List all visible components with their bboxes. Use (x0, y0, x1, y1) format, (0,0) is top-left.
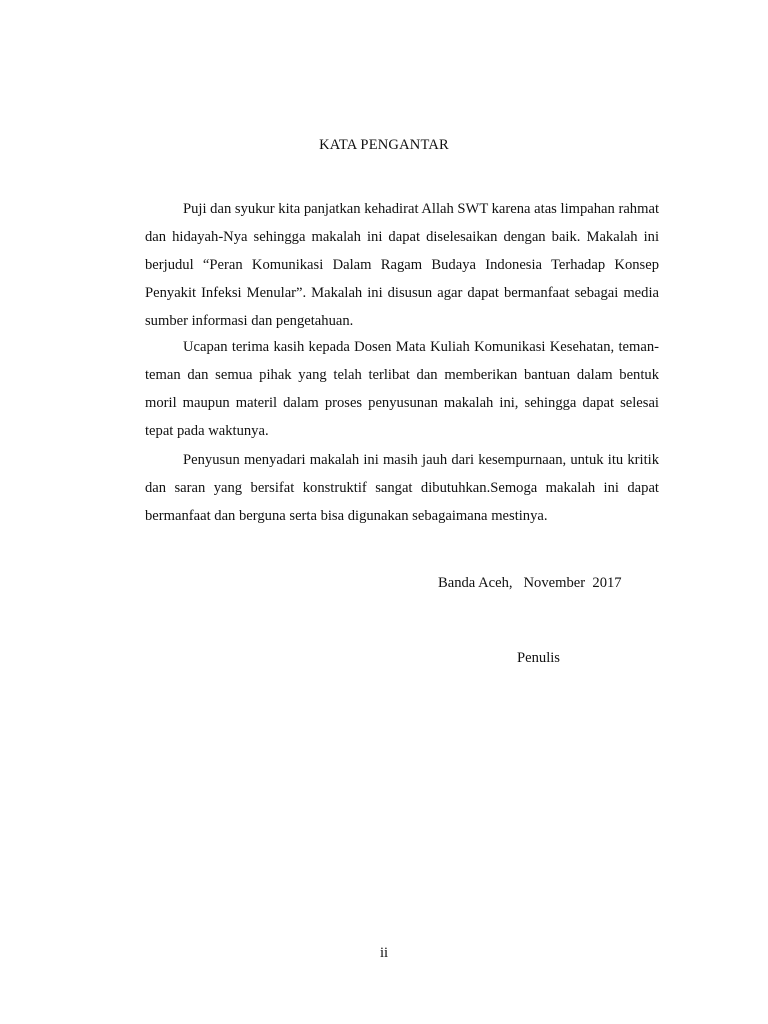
author-signature: Penulis (517, 650, 560, 666)
paragraph-opening: Puji dan syukur kita panjatkan kehadirat Allah SWT karena atas limpahan rahmat dan hidayah-Nya sehingga makalah ini dapat diselesaikan dengan baik. Makalah ini berjudul “Peran Komunikasi Dalam Ragam Budaya Indonesia Terhadap Konsep Penyakit Infeksi Menular”. Makalah ini disusun agar dapat bermanfaat sebagai media sumber informasi dan pengetahuan. (145, 201, 659, 329)
paragraph-acknowledgement: Ucapan terima kasih kepada Dosen Mata Kuliah Komunikasi Kesehatan, teman-teman dan semua pihak yang telah terlibat dan memberikan bantuan dalam bentuk moril maupun materil dalam proses penyusunan makalah ini, sehingga dapat selesai tepat pada waktunya. (145, 339, 659, 439)
place-and-date: Banda Aceh, November 2017 (438, 575, 622, 591)
paragraph-closing: Penyusun menyadari makalah ini masih jauh dari kesempurnaan, untuk itu kritik dan saran yang bersifat konstruktif sangat dibutuhkan.Semoga makalah ini dapat bermanfaat dan berguna serta bisa digunakan sebagaimana mestinya. (145, 452, 659, 524)
page-title: KATA PENGANTAR (319, 137, 449, 153)
page-number: ii (379, 945, 389, 961)
